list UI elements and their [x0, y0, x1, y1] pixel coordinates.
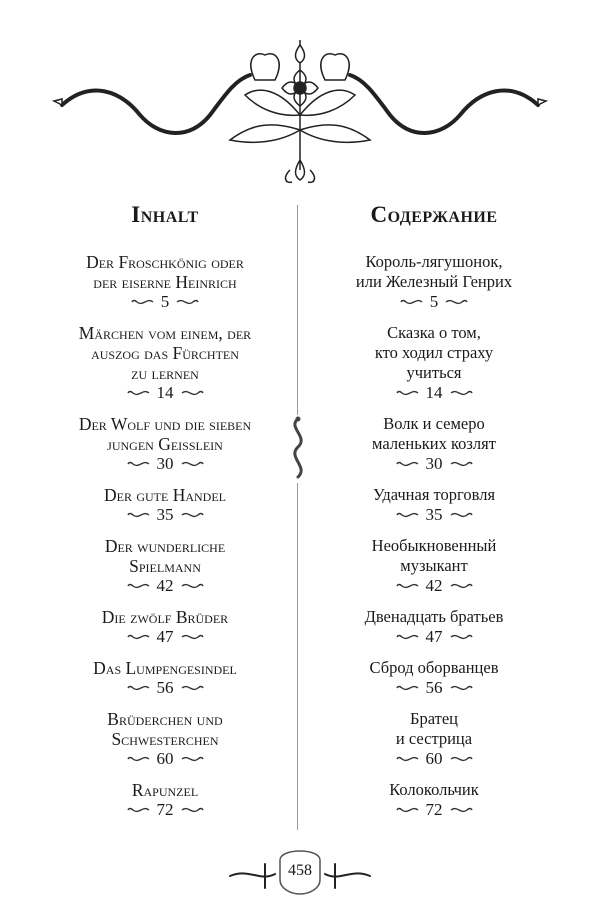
toc-entry[interactable]	[304, 323, 564, 403]
toc-column-russian	[304, 200, 564, 831]
page-number-value: 30	[156, 454, 174, 473]
toc-entry[interactable]	[304, 780, 564, 820]
toc-entry[interactable]	[35, 485, 295, 525]
page-number-value: 5	[429, 292, 439, 311]
toc-entry-title: Brüderchen und Schwesterchen	[107, 709, 223, 749]
toc-entry-page	[127, 576, 204, 596]
toc-entry-title: Der Wolf und die sieben jungen Geißlein	[78, 414, 252, 454]
swirl-icon	[180, 632, 204, 642]
column-divider	[297, 205, 298, 830]
toc-entry[interactable]	[304, 485, 564, 525]
page-number: 458	[288, 862, 312, 879]
toc-entry-title: Rapunzel	[131, 780, 199, 800]
swirl-icon	[127, 805, 151, 815]
toc-list	[304, 252, 564, 820]
swirl-icon	[180, 805, 204, 815]
swirl-icon	[127, 510, 151, 520]
toc-entry-title: Die zwölf Brüder	[101, 607, 229, 627]
swirl-icon	[127, 388, 151, 398]
swirl-icon	[131, 297, 155, 307]
toc-entry-title: Märchen vom einem, der auszog das Fürchten zu lernen	[78, 323, 252, 383]
swirl-icon	[127, 632, 151, 642]
swirl-icon	[396, 632, 420, 642]
toc-entry[interactable]	[35, 709, 295, 769]
toc-entry-page	[127, 678, 204, 698]
toc-list	[35, 252, 295, 820]
page-number-value: 14	[425, 383, 443, 402]
toc-entry[interactable]	[35, 414, 295, 474]
toc-entry-page	[127, 800, 204, 820]
swirl-icon	[396, 581, 420, 591]
swirl-icon	[180, 388, 204, 398]
toc-entry-page	[396, 454, 473, 474]
swirl-icon	[449, 805, 473, 815]
toc-entry[interactable]	[35, 323, 295, 403]
toc-entry-page	[131, 292, 200, 312]
page-number-value: 47	[425, 627, 443, 646]
toc-entry-page	[396, 383, 473, 403]
toc-entry-page	[127, 383, 204, 403]
toc-entry-page	[127, 627, 204, 647]
swirl-icon	[449, 510, 473, 520]
toc-entry[interactable]	[35, 607, 295, 647]
swirl-icon	[444, 297, 468, 307]
page-number-value: 35	[156, 505, 174, 524]
swirl-icon	[180, 754, 204, 764]
toc-entry-page	[396, 576, 473, 596]
swirl-icon	[396, 754, 420, 764]
swirl-icon	[400, 297, 424, 307]
swirl-icon	[127, 459, 151, 469]
toc-entry-page	[396, 749, 473, 769]
toc-entry[interactable]	[35, 658, 295, 698]
swirl-icon	[180, 581, 204, 591]
swirl-icon	[127, 581, 151, 591]
swirl-icon	[127, 683, 151, 693]
page-number-value: 56	[156, 678, 174, 697]
toc-entry-title: Der wunderliche Spielmann	[104, 536, 226, 576]
swirl-icon	[396, 388, 420, 398]
page-number-value: 47	[156, 627, 174, 646]
toc-entry-title: Das Lumpengesindel	[93, 658, 237, 678]
toc-entry-page	[127, 454, 204, 474]
page-number-value: 14	[156, 383, 174, 402]
page-number-value: 5	[160, 292, 170, 311]
page-number-value: 42	[156, 576, 174, 595]
toc-entry[interactable]	[304, 709, 564, 769]
toc-entry-title: Король-лягушонок, или Железный Генрих	[355, 252, 513, 291]
toc-entry-page	[396, 505, 473, 525]
toc-entry[interactable]	[304, 607, 564, 647]
toc-entry[interactable]	[35, 252, 295, 312]
toc-entry-title: Удачная торговля	[372, 485, 496, 504]
swirl-icon	[449, 581, 473, 591]
toc-entry-title: Необыкновенный музыкант	[371, 536, 497, 575]
toc-entry-page	[396, 800, 473, 820]
toc-entry-page	[396, 627, 473, 647]
toc-entry[interactable]	[304, 252, 564, 312]
toc-entry-title: Волк и семеро маленьких козлят	[372, 414, 496, 453]
page-number-value: 60	[156, 749, 174, 768]
swirl-icon	[449, 632, 473, 642]
swirl-icon	[449, 459, 473, 469]
swirl-icon	[396, 459, 420, 469]
toc-heading: Содержание	[370, 202, 498, 227]
toc-entry-title: Двенадцать братьев	[364, 607, 504, 626]
page-footer	[220, 850, 380, 900]
toc-entry-title: Братец и сестрица	[395, 709, 473, 748]
swirl-icon	[449, 754, 473, 764]
toc-entry[interactable]	[304, 658, 564, 698]
page-number-value: 35	[425, 505, 443, 524]
toc-entry-page	[127, 749, 204, 769]
toc-entry-page	[127, 505, 204, 525]
toc-heading: Inhalt	[131, 202, 199, 227]
toc-entry[interactable]	[35, 536, 295, 596]
swirl-icon	[180, 510, 204, 520]
swirl-icon	[396, 510, 420, 520]
page-number-value: 56	[425, 678, 443, 697]
swirl-icon	[449, 683, 473, 693]
page-number-value: 72	[156, 800, 174, 819]
page-number-value: 72	[425, 800, 443, 819]
swirl-icon	[127, 754, 151, 764]
toc-entry-title: Сказка о том, кто ходил страху учиться	[374, 323, 494, 382]
swirl-icon	[175, 297, 199, 307]
page-number-value: 30	[425, 454, 443, 473]
swirl-icon	[449, 388, 473, 398]
toc-entry[interactable]	[304, 414, 564, 474]
swirl-icon	[180, 459, 204, 469]
toc-entry-title: Der Froschkönig oder der eiserne Heinrich	[86, 252, 244, 292]
toc-entry-page	[400, 292, 469, 312]
toc-entry-page	[396, 678, 473, 698]
snakes-flower-ornament-icon	[0, 20, 600, 190]
toc-entry[interactable]	[304, 536, 564, 596]
toc-entry[interactable]	[35, 780, 295, 820]
swirl-icon	[396, 683, 420, 693]
toc-entry-title: Колокольчик	[389, 780, 479, 799]
page-number-value: 42	[425, 576, 443, 595]
toc-entry-title: Сброд оборванцев	[369, 658, 499, 677]
toc-entry-title: Der gute Handel	[103, 485, 226, 505]
swirl-icon	[180, 683, 204, 693]
page-number-value: 60	[425, 749, 443, 768]
toc-column-german	[35, 200, 295, 831]
swirl-icon	[396, 805, 420, 815]
